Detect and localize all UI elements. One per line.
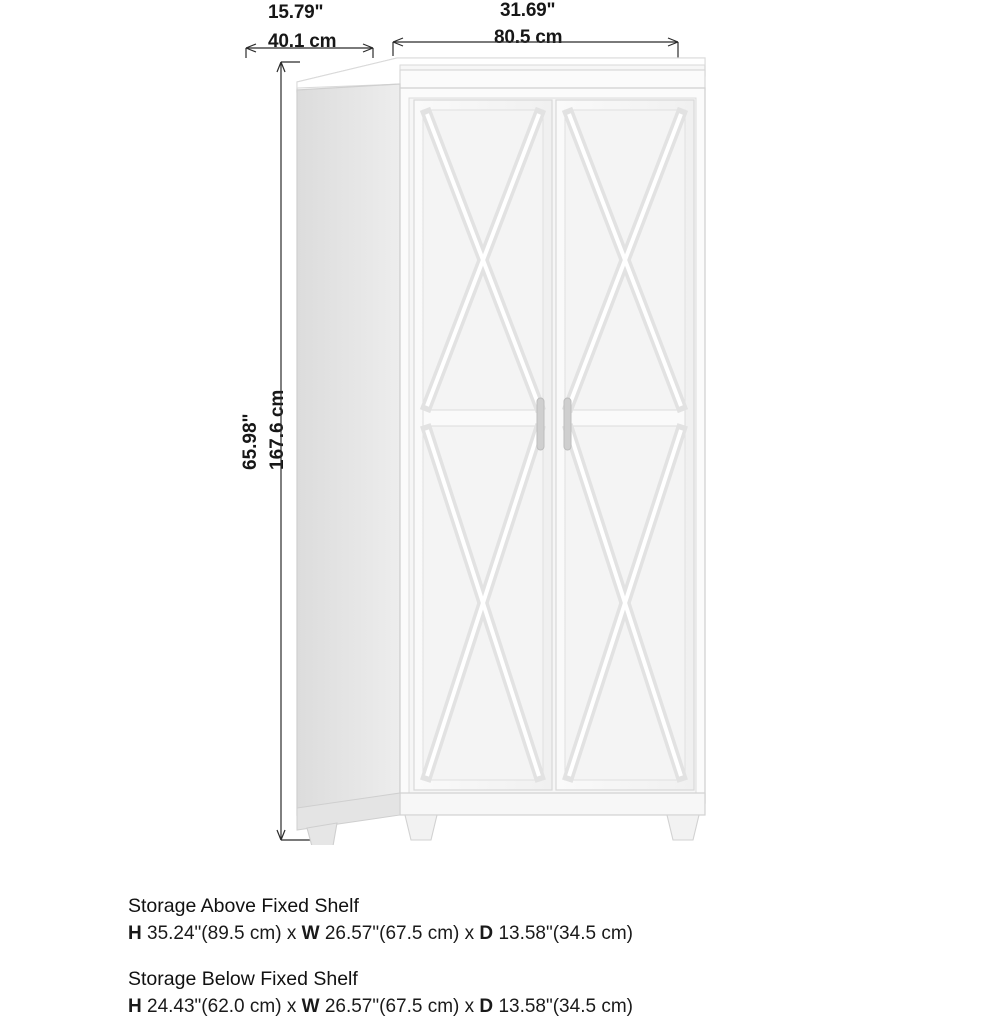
door-handle-right bbox=[564, 398, 571, 450]
spec-below-height-value: 24.43"(62.0 cm) bbox=[147, 996, 282, 1018]
spec-above-sep-2: x bbox=[464, 923, 475, 945]
depth-label-cm: 40.1 cm bbox=[268, 31, 337, 52]
spec-above-title: Storage Above Fixed Shelf bbox=[128, 895, 359, 917]
depth-label-inches: 15.79" bbox=[268, 2, 324, 23]
spec-below-measurements bbox=[128, 993, 633, 1021]
spec-above-measurements bbox=[128, 920, 633, 948]
spec-below-title: Storage Below Fixed Shelf bbox=[128, 968, 358, 990]
width-label-inches: 31.69" bbox=[500, 0, 556, 21]
spec-below-depth-value: 13.58"(34.5 cm) bbox=[498, 996, 633, 1018]
cabinet-leg-front-left bbox=[405, 815, 437, 840]
cabinet-door-left bbox=[414, 100, 552, 790]
cabinet-side-panel bbox=[297, 84, 400, 815]
cabinet-illustration bbox=[285, 40, 710, 845]
spec-below-sep-1: x bbox=[286, 996, 297, 1018]
spec-below-width-label: W bbox=[301, 996, 320, 1018]
spec-above-height-label: H bbox=[128, 923, 142, 945]
spec-above-width-value: 26.57"(67.5 cm) bbox=[324, 923, 460, 945]
spec-below-depth-label: D bbox=[479, 996, 494, 1018]
spec-below-sep-2: x bbox=[464, 996, 475, 1018]
spec-below-width-value: 26.57"(67.5 cm) bbox=[324, 996, 460, 1018]
height-label-inches: 65.98" bbox=[240, 413, 261, 470]
width-label-cm: 80.5 cm bbox=[494, 27, 563, 48]
cabinet-door-right bbox=[556, 100, 694, 790]
cabinet-leg-front-right bbox=[667, 815, 699, 840]
spec-above-fixed-shelf bbox=[128, 892, 633, 948]
spec-above-height-value: 35.24"(89.5 cm) bbox=[147, 923, 282, 945]
door-handle-left bbox=[537, 398, 544, 450]
spec-above-depth-value: 13.58"(34.5 cm) bbox=[498, 923, 633, 945]
spec-above-sep-1: x bbox=[286, 923, 297, 945]
spec-above-width-label: W bbox=[301, 923, 320, 945]
height-label-cm: 167.6 cm bbox=[267, 389, 288, 470]
spec-above-depth-label: D bbox=[479, 923, 494, 945]
spec-below-fixed-shelf bbox=[128, 965, 633, 1021]
spec-below-height-label: H bbox=[128, 996, 142, 1018]
